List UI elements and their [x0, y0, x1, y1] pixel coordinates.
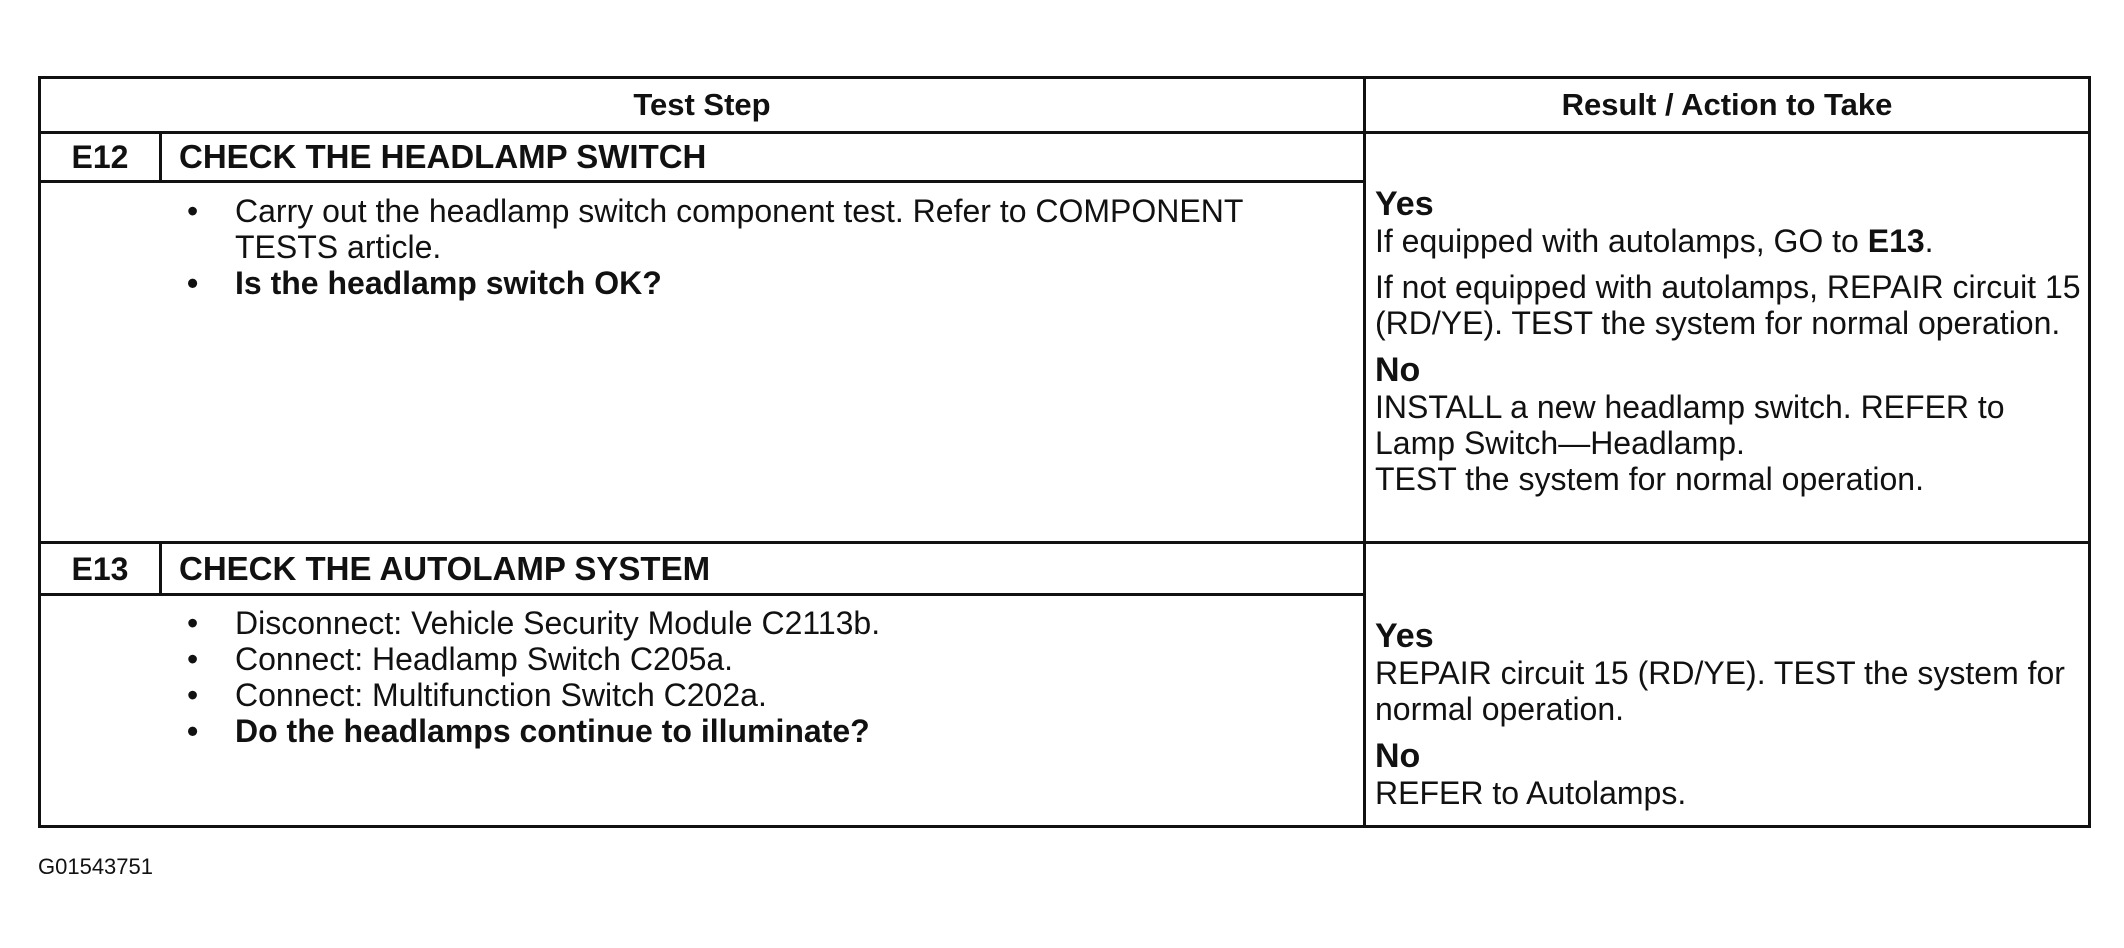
yes-action-alt: If not equipped with autolamps, REPAIR circuit 15 (RD/YE). TEST the system for normal operation. — [1375, 269, 2081, 341]
e12-id-divider — [159, 131, 162, 182]
diagnostic-table — [38, 76, 2091, 828]
yes-action: If equipped with autolamps, GO to E13. — [1375, 223, 1934, 259]
figure-id: G01543751 — [38, 854, 153, 879]
list-item: • Carry out the headlamp switch component test. Refer to COMPONENT TESTS article. — [187, 193, 1243, 265]
no-action: INSTALL a new headlamp switch. REFER to Lamp Switch—Headlamp. — [1375, 389, 2005, 461]
no-action-test: TEST the system for normal operation. — [1375, 461, 1924, 497]
header-test-step: Test Step — [633, 87, 771, 122]
yes-label: Yes — [1375, 185, 1434, 223]
list-item: • Connect: Headlamp Switch C205a. — [187, 641, 734, 677]
yes-action: REPAIR circuit 15 (RD/YE). TEST the system for normal operation. — [1375, 655, 2065, 727]
no-label: No — [1375, 737, 1421, 775]
header-result-action: Result / Action to Take — [1561, 87, 1893, 122]
list-item: • Disconnect: Vehicle Security Module C2113b. — [187, 605, 881, 641]
list-item: • Connect: Multifunction Switch C202a. — [187, 677, 767, 713]
no-label: No — [1375, 351, 1421, 389]
step-id: E13 — [71, 550, 129, 587]
list-item: • Do the headlamps continue to illuminate? — [187, 713, 870, 749]
step-result — [1375, 617, 2087, 811]
no-action: REFER to Autolamps. — [1375, 775, 1687, 811]
step-title: CHECK THE HEADLAMP SWITCH — [179, 138, 707, 175]
step-bullets — [181, 193, 1301, 301]
yes-label: Yes — [1375, 617, 1434, 655]
step-bullets — [181, 605, 1301, 749]
list-item: • Is the headlamp switch OK? — [187, 265, 662, 301]
e13-id-divider — [159, 541, 162, 595]
column-divider — [1363, 79, 1366, 825]
step-title: CHECK THE AUTOLAMP SYSTEM — [179, 550, 711, 587]
step-id: E12 — [71, 138, 129, 175]
step-result — [1375, 185, 2087, 497]
